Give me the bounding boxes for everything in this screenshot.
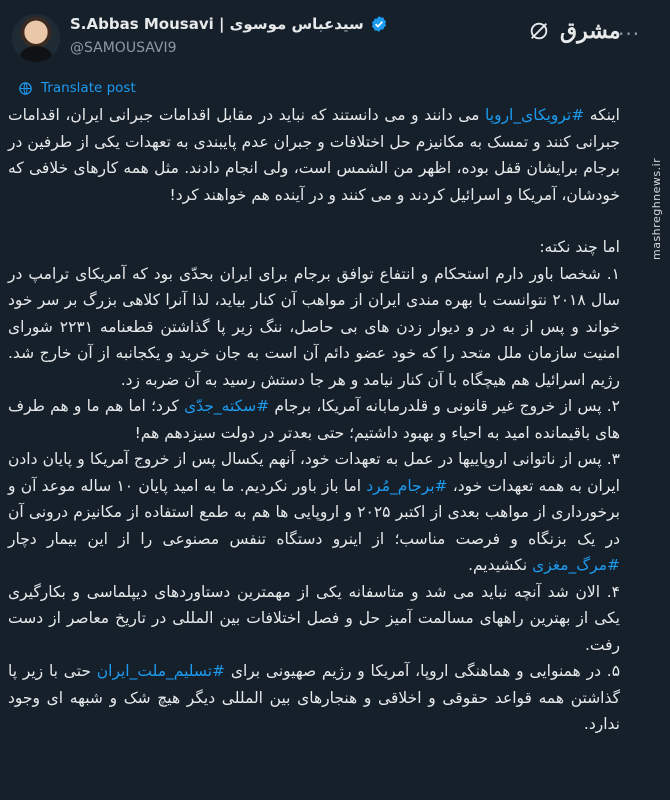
text-segment: نکشیدیم.: [468, 556, 533, 574]
text-segment: ۵. در همنوایی و هماهنگی اروپا، آمریکا و رژیم صهیونی برای: [225, 662, 621, 680]
text-segment: کرد؛ اما هم ما و هم طرف های باقیمانده امید به احیاء و بهبود داشتیم؛ حتی بعدتر در دولت سیزدهم هم!: [8, 397, 620, 442]
hashtag-link[interactable]: #ترویکای_اروپا: [485, 106, 585, 124]
text-segment: اما باز باور نکردیم. ما به امید پایان ۱۰ ساله موعد آن و برخورداری از مواهب بعدی از اکتبر ۲۰۲۵ و اروپایی ها هم به طمع استفاده از مکانیزم درونی آن در یک بزنگاه و فرصت مناسب؛ از اینرو دستگاه تنفس مصنوعی را از این بیمار دچار: [8, 476, 620, 548]
paragraph-1: [8, 102, 620, 208]
watermark: mashreghnews.ir: [650, 157, 663, 260]
grok-icon[interactable]: [528, 20, 550, 42]
point-1: ۱. شخصا باور دارم استحکام و انتفاع توافق برجام برای ایران بحدّی بود که آمریکای ترامپ در سال ۲۰۱۸ نتوانست با بهره مندی ایران از مواهب آن کنار بیاید، لذا آنرا کلاهی بزرگ بر سر خود خواند و پس از به در و دیوار زدن های بی حاصل، ننگ زیر پا گذاشتن قطعنامه ۲۲۳۱ شورای امنیت سازمان ملل متحد را که خود عضو دائم آن است به جان خرید و یکجانبه از آن خارج شد. رژیم اسرائیل هم هیچگاه با آن کنار نیامد و هر جا دستش رسید به آن ضربه زد.: [8, 264, 620, 389]
translate-post-link[interactable]: [18, 80, 136, 96]
point-2: [8, 393, 620, 446]
translate-label[interactable]: Translate post: [41, 80, 136, 96]
hashtag-link[interactable]: #مرگ_مغزی: [532, 556, 620, 574]
translate-icon: [18, 81, 33, 96]
hashtag-link[interactable]: #سکته_جدّی: [184, 397, 270, 415]
author-handle[interactable]: @SAMOUSAVI9: [70, 40, 177, 56]
brand-area: [528, 18, 621, 44]
avatar[interactable]: [12, 14, 60, 62]
author-name-row[interactable]: [70, 15, 388, 33]
text-segment: ۳. پس از ناتوانی اروپاییها در عمل به تعهدات خود، آنهم یکسال پس از خروج آمریکا و پایان دادن ایران به همه تعهدات خود،: [8, 450, 620, 495]
hashtag-link[interactable]: #برجام_مُرد: [366, 476, 448, 495]
point-5: [8, 658, 620, 738]
tweet-text: [8, 102, 620, 738]
hashtag-link[interactable]: #تسلیم_ملت_ایران: [96, 662, 226, 680]
intro-line: اما چند نکته:: [539, 238, 620, 256]
brand-logo: مشرق: [560, 18, 621, 44]
text-segment: می دانند و می دانستند که نباید در مقابل اقدامات جبرانی ایران، اقدامات جبرانی کنند و تمسک به مکانیزم حل اختلافات و جبران عدم پایبندی به تعهدات یکی از طرفین در برجام برایشان قفل بوده، اظهر من الشمس است، ولی انجام دادند. مثل همه کارهای خلافی که خودشان، آمریکا و اسرائیل کردند و می کنند و در آینده هم خواهند کرد!: [8, 106, 620, 204]
verified-badge-icon: [370, 15, 388, 33]
text-segment: اینکه: [584, 106, 620, 124]
more-options-icon[interactable]: ···: [618, 22, 641, 46]
tweet-header: [0, 0, 670, 80]
point-4: ۴. الان شد آنچه نباید می شد و متاسفانه یکی از مهمترین دستاوردهای دیپلماسی و بکارگیری یکی از بهترین راههای مسالمت آمیز حل و فصل اختلافات بین المللی در تاریخ معاصر از دست رفت.: [8, 582, 620, 654]
point-3: [8, 446, 620, 579]
text-segment: ۲. پس از خروج غیر قانونی و قلدرمابانه آمریکا، برجام: [269, 397, 620, 415]
text-segment: حتی با زیر پا گذاشتن همه قواعد حقوقی و اخلاقی و هنجارهای بین المللی دیگر هیچ شک و شبهه ای وجود ندارد.: [8, 662, 620, 733]
author-name[interactable]: S.Abbas Mousavi | سیدعباس موسوی: [70, 15, 364, 33]
